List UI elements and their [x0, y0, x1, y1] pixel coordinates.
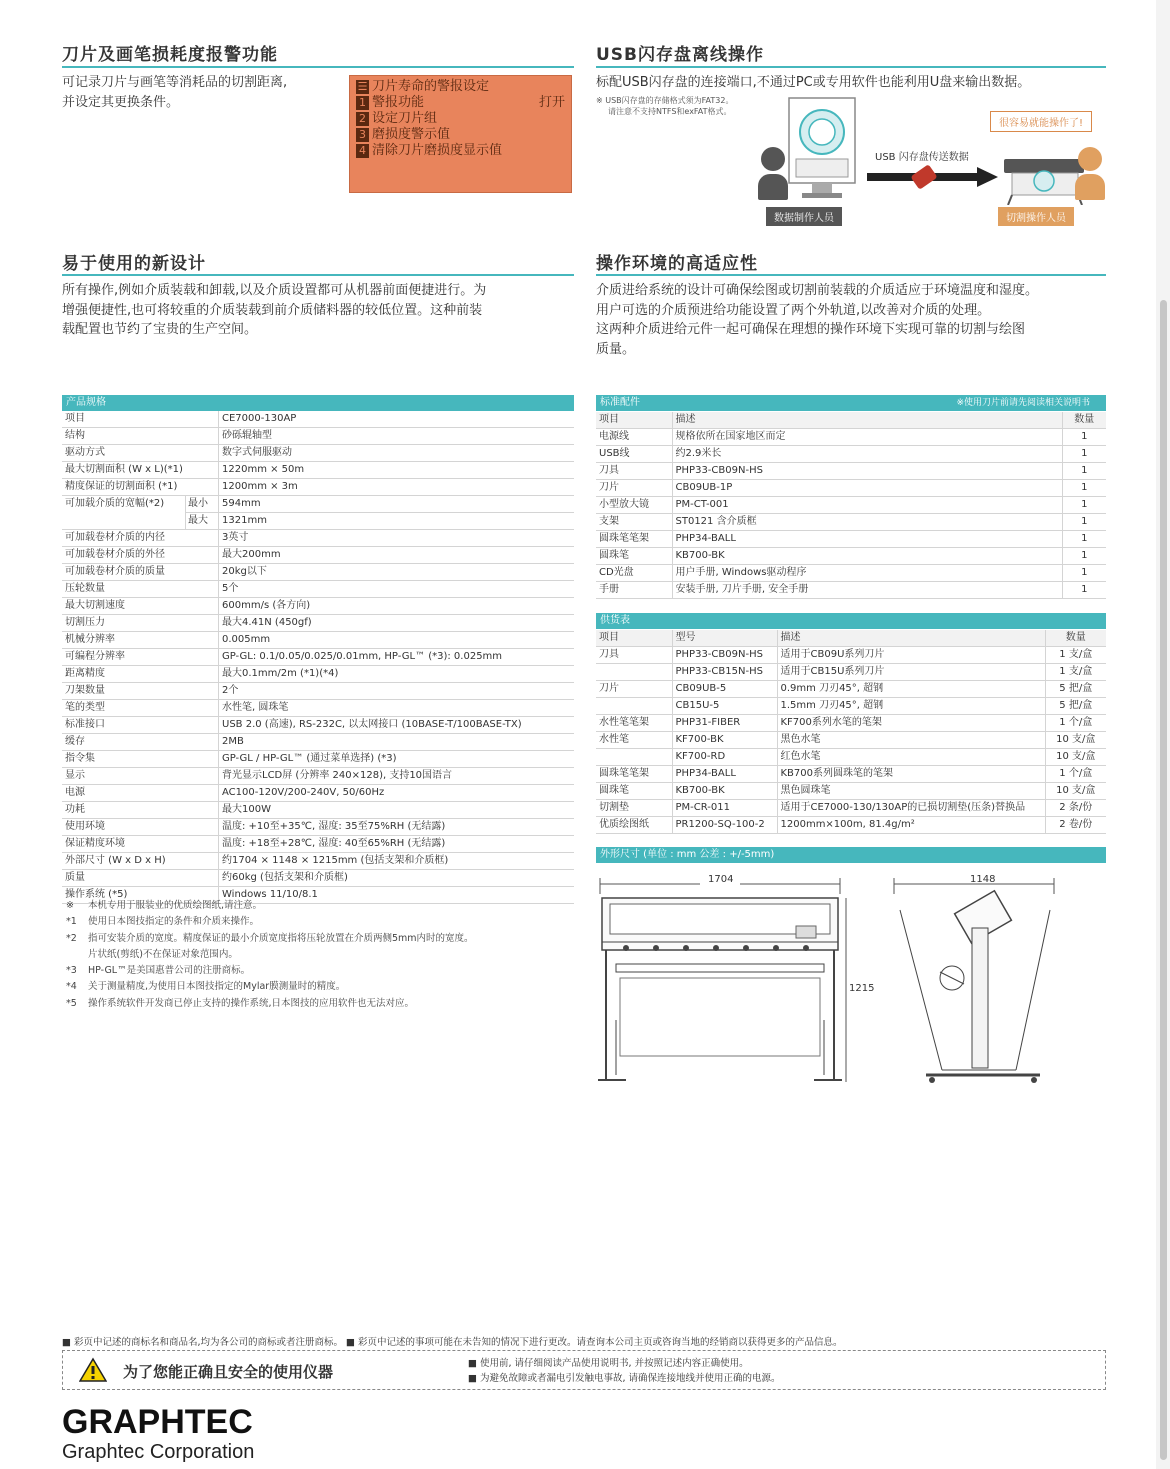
table-cell: 压轮数量	[62, 581, 219, 598]
table-cell: 电源线	[596, 429, 672, 446]
table-cell: GP-GL: 0.1/0.05/0.025/0.01mm, HP-GL™ (*3): 0.025mm	[219, 649, 575, 666]
media-max-label: 最大	[188, 514, 208, 526]
table-row	[62, 819, 574, 836]
table-cell: 最大200mm	[219, 547, 575, 564]
table-cell: 水性笔	[596, 732, 672, 749]
graphtec-logo	[62, 1404, 254, 1464]
scrollbar-thumb[interactable]	[1160, 300, 1167, 1460]
table-cell: 10 支/盒	[1045, 749, 1106, 766]
footer-notice: ■ 彩页中记述的商标名和商品名,均为各公司的商标或者注册商标。 ■ 彩页中记述的事项可能在未告知的情况下进行更改。请查询本公司主页或咨询当地的经销商以获得更多的产品信息。	[62, 1337, 843, 1348]
usb-note: 请注意不支持NTFS和exFAT格式。	[608, 107, 732, 116]
table-cell: USB线	[596, 446, 672, 463]
table-row	[596, 749, 1106, 766]
text-line: 所有操作,例如介质装载和卸载,以及介质设置都可从机器前面便捷进行。为	[62, 283, 487, 298]
table-row	[62, 428, 574, 445]
table-cell: 约2.9米长	[672, 446, 1062, 463]
left-person-label: 数据制作人员	[766, 207, 842, 226]
environment-title: 操作环境的高适应性	[596, 254, 758, 274]
table-cell: 用户手册, Windows驱动程序	[672, 565, 1062, 582]
table-cell: 保证精度环境	[62, 836, 219, 853]
table-cell: 刀具	[596, 463, 672, 480]
table-cell: 1	[1062, 514, 1106, 531]
table-cell: 10 支/盒	[1045, 732, 1106, 749]
table-cell: 594mm	[219, 496, 575, 513]
lcd-header-row	[356, 79, 565, 95]
table-row	[596, 698, 1106, 715]
table-cell: 1200mm×100m, 81.4g/m²	[777, 817, 1045, 834]
table-row	[596, 514, 1106, 531]
supplies-table	[596, 630, 1106, 834]
logo-wordmark: GRAPHTEC	[62, 1403, 253, 1441]
table-cell: 数量	[1045, 630, 1106, 647]
table-cell: 数量	[1062, 412, 1106, 429]
section-rule	[62, 66, 574, 68]
table-row	[596, 800, 1106, 817]
text-line: 这两种介质进给元件一起可确保在理想的操作环境下实现可靠的切割与绘图	[596, 322, 1026, 337]
company-name: Graphtec Corporation	[62, 1441, 255, 1463]
table-cell: 水性笔笔架	[596, 715, 672, 732]
table-row	[596, 548, 1106, 565]
lcd-item-number: 3	[356, 128, 369, 142]
lcd-menu-icon: ☰	[357, 80, 368, 93]
table-cell: KF700系列水笔的笔架	[777, 715, 1045, 732]
transfer-arrow-icon	[865, 163, 1000, 193]
monitor-icon	[788, 97, 856, 209]
table-cell: 质量	[62, 870, 219, 887]
table-row	[596, 480, 1106, 497]
blade-alarm-text	[62, 73, 342, 112]
table-cell: 1321mm	[219, 513, 575, 530]
table-cell: 结构	[62, 428, 219, 445]
table-cell: CB15U-5	[672, 698, 777, 715]
usb-diagram	[740, 95, 1110, 230]
lcd-item-number: 2	[356, 112, 369, 126]
table-cell: 1	[1062, 463, 1106, 480]
table-row	[62, 751, 574, 768]
table-row	[62, 479, 574, 496]
table-row	[596, 681, 1106, 698]
table-cell: 使用环境	[62, 819, 219, 836]
section-rule	[596, 274, 1106, 276]
footnote-text: 关于测量精度,为使用日本图技指定的Mylar膜测量时的精度。	[88, 981, 346, 993]
table-cell: 外部尺寸 (W x D x H)	[62, 853, 219, 870]
text-line: 并设定其更换条件。	[62, 94, 180, 110]
table-cell	[596, 698, 672, 715]
table-cell: ST0121 含介质框	[672, 514, 1062, 531]
table-cell: 切割垫	[596, 800, 672, 817]
footnote-key: ※	[66, 900, 74, 911]
table-row	[62, 547, 574, 564]
table-row	[62, 598, 574, 615]
table-cell: 温度: +18至+28℃, 湿度: 40至65%RH (无结露)	[219, 836, 575, 853]
table-cell: KB700-BK	[672, 783, 777, 800]
table-cell: PHP33-CB15N-HS	[672, 664, 777, 681]
footnote-key: *1	[66, 916, 77, 928]
table-cell: 功耗	[62, 802, 219, 819]
media-min-label: 最小	[186, 496, 218, 513]
table-cell: 3英寸	[219, 530, 575, 547]
usb-text: 标配USB闪存盘的连接端口,不通过PC或专用软件也能利用U盘来输出数据。	[596, 75, 1031, 90]
table-row	[62, 496, 574, 513]
table-row	[596, 647, 1106, 664]
table-row	[62, 666, 574, 683]
table-cell: 约1704 × 1148 × 1215mm (包括支架和介质框)	[219, 853, 575, 870]
specs-table	[62, 411, 574, 904]
text-line: 用户可选的介质预进给功能设置了两个外轨道,以改善对介质的处理。	[596, 302, 991, 318]
table-cell: 2 卷/份	[1045, 817, 1106, 834]
table-row	[596, 582, 1106, 599]
table-cell: PHP34-BALL	[672, 531, 1062, 548]
table-cell: 1 支/盒	[1045, 664, 1106, 681]
data-creator-person-icon	[758, 147, 788, 200]
table-cell: AC100-120V/200-240V, 50/60Hz	[219, 785, 575, 802]
environment-text	[596, 281, 1116, 359]
table-row	[596, 446, 1106, 463]
safety-title: 为了您能正确且安全的使用仪器	[123, 1363, 334, 1381]
width-dimension: 1704	[708, 874, 734, 885]
table-cell: 适用于CB09U系列刀片	[777, 647, 1045, 664]
section-rule	[596, 66, 1106, 68]
lcd-item-label: 清除刀片磨损度显示值	[372, 143, 503, 158]
table-cell: 操作系统 (*5)	[62, 887, 219, 904]
table-row	[62, 564, 574, 581]
footnote-key: *5	[66, 997, 77, 1009]
table-cell: CD光盘	[596, 565, 672, 582]
table-cell: 温度: +10至+35℃, 湿度: 35至75%RH (无结露)	[219, 819, 575, 836]
lcd-panel	[349, 75, 572, 193]
table-row	[62, 717, 574, 734]
table-cell: PM-CT-001	[672, 497, 1062, 514]
table-cell: CE7000-130AP	[219, 411, 575, 428]
table-cell: PHP31-FIBER	[672, 715, 777, 732]
table-row	[62, 768, 574, 785]
table-cell: 黑色圆珠笔	[777, 783, 1045, 800]
table-cell: USB 2.0 (高速), RS-232C, 以太网接口 (10BASE-T/100BASE-TX)	[219, 717, 575, 734]
lcd-item-value: 打开	[538, 95, 565, 110]
table-cell: 红色水笔	[777, 749, 1045, 766]
lcd-item-label: 警报功能	[372, 95, 425, 110]
table-cell: 缓存	[62, 734, 219, 751]
front-view-drawing	[596, 870, 856, 1090]
table-cell: KF700-RD	[672, 749, 777, 766]
table-cell: 精度保证的切割面积 (*1)	[62, 479, 219, 496]
table-cell: 最大100W	[219, 802, 575, 819]
footnote	[66, 931, 474, 947]
table-row	[596, 766, 1106, 783]
table-cell: 安装手册, 刀片手册, 安全手册	[672, 582, 1062, 599]
lcd-item	[356, 95, 565, 111]
side-view-drawing	[890, 870, 1070, 1090]
table-cell: 支架	[596, 514, 672, 531]
table-row	[62, 649, 574, 666]
lcd-item-number: 1	[356, 96, 369, 110]
usb-notes	[596, 95, 733, 117]
footnotes	[66, 898, 474, 1012]
lcd-item	[356, 143, 565, 159]
table-cell: 2 条/份	[1045, 800, 1106, 817]
lcd-item-label: 磨损度警示值	[372, 127, 451, 142]
table-cell: 可加载卷材介质的质量	[62, 564, 219, 581]
table-cell: 1	[1062, 480, 1106, 497]
supplies-title: 供货表	[596, 613, 1106, 629]
safety-box	[62, 1350, 1106, 1390]
table-cell: KB700系列圆珠笔的笔架	[777, 766, 1045, 783]
table-cell: 2MB	[219, 734, 575, 751]
table-cell: 背光显示LCD屏 (分辨率 240×128), 支持10国语言	[219, 768, 575, 785]
table-cell: 可编程分辨率	[62, 649, 219, 666]
table-cell: 刀片	[596, 681, 672, 698]
footnote	[66, 996, 474, 1012]
usb-title: USB闪存盘离线操作	[596, 45, 765, 65]
accessories-title: 标准配件	[600, 397, 640, 408]
footnote-text: 片状纸(剪纸)不在保证对象范围内。	[88, 948, 238, 960]
table-row	[62, 802, 574, 819]
table-row	[62, 683, 574, 700]
table-cell: 20kg以下	[219, 564, 575, 581]
table-cell: 0.005mm	[219, 632, 575, 649]
table-cell: 描述	[777, 630, 1045, 647]
table-cell: 可加载卷材介质的内径	[62, 530, 219, 547]
table-cell: 适用于CB15U系列刀片	[777, 664, 1045, 681]
table-cell: 小型放大镜	[596, 497, 672, 514]
table-cell: 1	[1062, 429, 1106, 446]
footnote-text: 本机专用于服装业的优质绘图纸,请注意。	[88, 900, 263, 911]
table-cell: 手册	[596, 582, 672, 599]
table-cell: PHP33-CB09N-HS	[672, 647, 777, 664]
table-row	[62, 836, 574, 853]
lcd-item	[356, 127, 565, 143]
table-cell: 1 个/盒	[1045, 766, 1106, 783]
blade-alarm-title: 刀片及画笔损耗度报警功能	[62, 45, 278, 65]
table-row	[62, 615, 574, 632]
table-cell: 驱动方式	[62, 445, 219, 462]
table-cell: 最大切割面积 (W x L)(*1)	[62, 462, 219, 479]
table-cell: 优质绘图纸	[596, 817, 672, 834]
table-row	[596, 783, 1106, 800]
accessories-band	[596, 395, 1106, 411]
safety-line: ■ 为避免故障或者漏电引发触电事故, 请确保连接地线并使用正确的电源。	[468, 1373, 781, 1384]
height-dimension: 1215	[849, 983, 875, 994]
table-cell: Windows 11/10/8.1	[219, 887, 575, 904]
table-cell: 标准接口	[62, 717, 219, 734]
footnote-text: 使用日本图技指定的条件和介质来操作。	[88, 916, 260, 928]
table-row	[62, 734, 574, 751]
footnote-key: *2	[66, 932, 77, 944]
lcd-item	[356, 111, 565, 127]
footnote	[66, 963, 474, 979]
table-cell: 数字式伺服驱动	[219, 445, 575, 462]
footnote-text: 操作系统软件开发商已停止支持的操作系统,日本图技的应用软件也无法对应。	[88, 997, 415, 1009]
table-cell: 1 个/盒	[1045, 715, 1106, 732]
table-cell	[596, 749, 672, 766]
table-row	[596, 429, 1106, 446]
table-cell: 最大0.1mm/2m (*1)(*4)	[219, 666, 575, 683]
footnote-key	[66, 947, 88, 963]
table-row	[62, 853, 574, 870]
depth-dimension: 1148	[970, 874, 996, 885]
table-row	[62, 445, 574, 462]
text-line: 载配置也节约了宝贵的生产空间。	[62, 322, 258, 337]
table-cell: KB700-BK	[672, 548, 1062, 565]
table-cell: 黑色水笔	[777, 732, 1045, 749]
table-cell: KF700-BK	[672, 732, 777, 749]
lcd-item-label: 设定刀片组	[372, 111, 438, 126]
table-cell: 2个	[219, 683, 575, 700]
table-cell: 圆珠笔笔架	[596, 766, 672, 783]
easy-bubble: 很容易就能操作了!	[990, 111, 1092, 132]
table-row	[596, 463, 1106, 480]
table-cell: 圆珠笔	[596, 548, 672, 565]
table-row	[62, 411, 574, 428]
table-cell: 笔的类型	[62, 700, 219, 717]
table-cell: 1	[1062, 582, 1106, 599]
transfer-label: USB 闪存盘传送数据	[875, 152, 969, 163]
table-cell: 项目	[596, 412, 672, 429]
footnote	[66, 947, 474, 963]
section-rule	[62, 274, 574, 276]
specs-title: 产品规格	[62, 395, 574, 411]
dimensions-title: 外形尺寸 (单位 : mm 公差 : +/-5mm)	[596, 847, 1106, 863]
table-cell: 5 把/盒	[1045, 681, 1106, 698]
table-cell: 600mm/s (各方向)	[219, 598, 575, 615]
scrollbar[interactable]	[1156, 0, 1170, 1469]
table-cell: PR1200-SQ-100-2	[672, 817, 777, 834]
table-cell: 机械分辨率	[62, 632, 219, 649]
table-cell: 描述	[672, 412, 1062, 429]
table-row	[62, 700, 574, 717]
table-cell: 10 支/盒	[1045, 783, 1106, 800]
footnote-text: 指可安装介质的宽度。精度保证的最小介质宽度指将压轮放置在介质两侧5mm内时的宽度。	[88, 932, 474, 944]
table-row	[62, 785, 574, 802]
text-line: 质量。	[596, 341, 636, 357]
table-cell: 1 支/盒	[1045, 647, 1106, 664]
table-cell: 0.9mm 刀刃45°, 超钢	[777, 681, 1045, 698]
table-cell: PHP33-CB09N-HS	[672, 463, 1062, 480]
table-row	[62, 870, 574, 887]
design-text	[62, 281, 582, 340]
table-cell	[596, 664, 672, 681]
table-cell: 1200mm × 3m	[219, 479, 575, 496]
table-row	[62, 632, 574, 649]
table-row	[596, 412, 1106, 429]
table-cell: 项目	[62, 411, 219, 428]
table-cell: 砂砾辊轴型	[219, 428, 575, 445]
table-cell: 电源	[62, 785, 219, 802]
table-cell: 距离精度	[62, 666, 219, 683]
table-cell: 1	[1062, 565, 1106, 582]
table-row	[62, 462, 574, 479]
table-cell: 刀具	[596, 647, 672, 664]
footnote	[66, 979, 474, 995]
table-row	[596, 531, 1106, 548]
table-cell: 圆珠笔笔架	[596, 531, 672, 548]
table-cell	[62, 496, 219, 530]
table-cell: 圆珠笔	[596, 783, 672, 800]
footnote	[66, 914, 474, 930]
table-row	[596, 630, 1106, 647]
footnote-text: HP-GL™是美国惠普公司的注册商标。	[88, 965, 251, 977]
table-cell: 刀架数量	[62, 683, 219, 700]
lcd-item-number: 4	[356, 144, 369, 158]
accessories-table	[596, 412, 1106, 599]
table-row	[596, 732, 1106, 749]
cutting-operator-person-icon	[1075, 147, 1105, 200]
table-cell: 1	[1062, 548, 1106, 565]
table-row	[596, 817, 1106, 834]
table-cell: 切割压力	[62, 615, 219, 632]
usb-note: ※ USB闪存盘的存储格式须为FAT32。	[596, 96, 734, 105]
accessories-note: ※使用刀片前请先阅读相关说明书	[956, 398, 1090, 408]
table-cell: 规格依所在国家地区而定	[672, 429, 1062, 446]
table-row	[596, 715, 1106, 732]
table-cell: 约60kg (包括支架和介质框)	[219, 870, 575, 887]
table-cell: 1220mm × 50m	[219, 462, 575, 479]
table-row	[596, 664, 1106, 681]
table-cell: 1	[1062, 531, 1106, 548]
warning-icon	[79, 1357, 107, 1383]
table-cell: 1	[1062, 497, 1106, 514]
table-cell: 水性笔, 圆珠笔	[219, 700, 575, 717]
table-cell: 5 把/盒	[1045, 698, 1106, 715]
safety-line: ■ 使用前, 请仔细阅读产品使用说明书, 并按照记述内容正确使用。	[468, 1358, 749, 1369]
lcd-header: 刀片寿命的警报设定	[372, 79, 490, 94]
right-person-label: 切割操作人员	[998, 207, 1074, 226]
footnote-key: *4	[66, 981, 77, 993]
table-cell: CB09UB-1P	[672, 480, 1062, 497]
text-line: 增强便捷性,也可将较重的介质装载到前介质储料器的较低位置。这种前装	[62, 302, 483, 318]
footnote	[66, 898, 474, 914]
text-line: 介质进给系统的设计可确保绘图或切割前装载的介质适应于环境温度和湿度。	[596, 283, 1039, 298]
table-row	[596, 565, 1106, 582]
table-cell: 显示	[62, 768, 219, 785]
table-cell: 刀片	[596, 480, 672, 497]
table-cell: 可加载卷材介质的外径	[62, 547, 219, 564]
design-title: 易于使用的新设计	[62, 254, 206, 274]
table-cell: PHP34-BALL	[672, 766, 777, 783]
table-row	[62, 530, 574, 547]
table-cell: 型号	[672, 630, 777, 647]
table-cell: PM-CR-011	[672, 800, 777, 817]
table-cell: 指令集	[62, 751, 219, 768]
text-line: 可记录刀片与画笔等消耗品的切割距离,	[62, 75, 288, 90]
table-cell: 5个	[219, 581, 575, 598]
table-cell: 最大切割速度	[62, 598, 219, 615]
safety-lines	[468, 1356, 781, 1386]
table-row	[62, 581, 574, 598]
media-width-label: 可加载介质的宽幅(*2)	[62, 496, 186, 529]
table-cell: CB09UB-5	[672, 681, 777, 698]
table-cell: 1	[1062, 446, 1106, 463]
footnote-key: *3	[66, 965, 77, 977]
table-cell: GP-GL / HP-GL™ (通过菜单选择) (*3)	[219, 751, 575, 768]
table-cell: 项目	[596, 630, 672, 647]
table-cell: 适用于CE7000-130/130AP的已损切割垫(压条)替换品	[777, 800, 1045, 817]
table-row	[596, 497, 1106, 514]
table-cell: 最大4.41N (450gf)	[219, 615, 575, 632]
table-cell: 1.5mm 刀刃45°, 超钢	[777, 698, 1045, 715]
